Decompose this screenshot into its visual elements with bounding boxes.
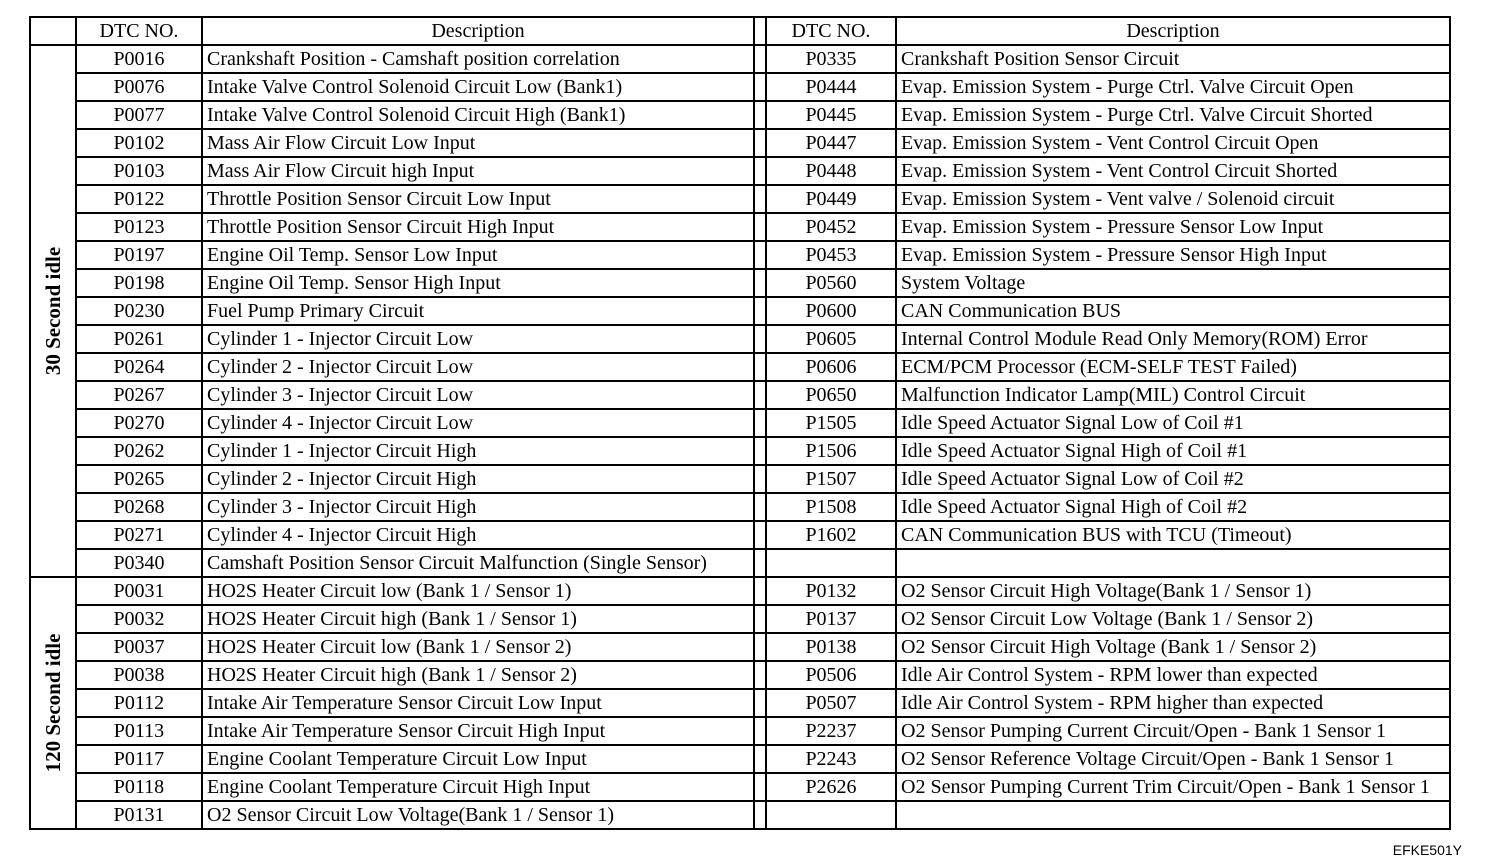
column-gap [754, 185, 766, 213]
column-gap [754, 521, 766, 549]
dtc-description-left: Engine Coolant Temperature Circuit High Input [202, 773, 754, 801]
dtc-description-left: Throttle Position Sensor Circuit Low Input [202, 185, 754, 213]
dtc-description-left: Intake Air Temperature Sensor Circuit Low Input [202, 689, 754, 717]
dtc-code-right: P2237 [766, 717, 896, 745]
dtc-description-right: Evap. Emission System - Vent Control Circuit Open [896, 129, 1450, 157]
dtc-description-right: O2 Sensor Reference Voltage Circuit/Open - Bank 1 Sensor 1 [896, 745, 1450, 773]
column-gap [754, 213, 766, 241]
dtc-code-right: P0449 [766, 185, 896, 213]
dtc-description-left: Cylinder 1 - Injector Circuit Low [202, 325, 754, 353]
dtc-code-left: P0262 [76, 437, 202, 465]
dtc-description-right [896, 549, 1450, 577]
dtc-description-left: HO2S Heater Circuit low (Bank 1 / Sensor 1) [202, 577, 754, 605]
dtc-description-left: HO2S Heater Circuit high (Bank 1 / Sensor 2) [202, 661, 754, 689]
dtc-code-right: P2626 [766, 773, 896, 801]
column-gap [754, 353, 766, 381]
table-row [30, 381, 1450, 409]
dtc-code-left: P0198 [76, 269, 202, 297]
dtc-description-right: Malfunction Indicator Lamp(MIL) Control Circuit [896, 381, 1450, 409]
dtc-code-right: P0650 [766, 381, 896, 409]
dtc-description-left: Cylinder 2 - Injector Circuit High [202, 465, 754, 493]
dtc-description-right: Idle Speed Actuator Signal High of Coil #2 [896, 493, 1450, 521]
dtc-code-left: P0077 [76, 101, 202, 129]
column-gap [754, 689, 766, 717]
dtc-code-right: P0506 [766, 661, 896, 689]
dtc-code-left: P0038 [76, 661, 202, 689]
dtc-description-left: Crankshaft Position - Camshaft position correlation [202, 45, 754, 73]
column-gap [754, 801, 766, 829]
dtc-description-right: Evap. Emission System - Purge Ctrl. Valve Circuit Shorted [896, 101, 1450, 129]
column-gap [754, 325, 766, 353]
dtc-code-left: P0112 [76, 689, 202, 717]
dtc-description-right: Evap. Emission System - Pressure Sensor High Input [896, 241, 1450, 269]
dtc-description-right: Idle Speed Actuator Signal High of Coil #1 [896, 437, 1450, 465]
dtc-code-left: P0271 [76, 521, 202, 549]
table-body [30, 45, 1450, 829]
dtc-description-left: Mass Air Flow Circuit Low Input [202, 129, 754, 157]
dtc-code-right: P1508 [766, 493, 896, 521]
dtc-code-right: P0138 [766, 633, 896, 661]
dtc-code-left: P0118 [76, 773, 202, 801]
column-gap [754, 717, 766, 745]
dtc-no-header-left: DTC NO. [76, 17, 202, 45]
dtc-code-left: P0230 [76, 297, 202, 325]
table-row [30, 45, 1450, 73]
dtc-description-right: Evap. Emission System - Pressure Sensor Low Input [896, 213, 1450, 241]
dtc-code-left: P0117 [76, 745, 202, 773]
dtc-code-right: P1507 [766, 465, 896, 493]
column-gap [754, 493, 766, 521]
column-gap [754, 17, 766, 45]
dtc-code-left: P0076 [76, 73, 202, 101]
dtc-code-left: P0197 [76, 241, 202, 269]
dtc-description-right: O2 Sensor Circuit Low Voltage (Bank 1 / Sensor 2) [896, 605, 1450, 633]
dtc-description-left: Cylinder 3 - Injector Circuit High [202, 493, 754, 521]
dtc-code-right: P0447 [766, 129, 896, 157]
column-gap [754, 45, 766, 73]
dtc-description-right: O2 Sensor Pumping Current Circuit/Open - Bank 1 Sensor 1 [896, 717, 1450, 745]
column-gap [754, 101, 766, 129]
dtc-description-left: Cylinder 3 - Injector Circuit Low [202, 381, 754, 409]
idle-group-label: 30 Second idle [41, 246, 65, 376]
dtc-description-right: ECM/PCM Processor (ECM-SELF TEST Failed) [896, 353, 1450, 381]
dtc-code-left: P0270 [76, 409, 202, 437]
table-row [30, 521, 1450, 549]
table-row [30, 465, 1450, 493]
column-gap [754, 465, 766, 493]
dtc-table [29, 16, 1451, 830]
table-row [30, 101, 1450, 129]
column-gap [754, 577, 766, 605]
dtc-description-left: Mass Air Flow Circuit high Input [202, 157, 754, 185]
table-row [30, 577, 1450, 605]
dtc-code-right: P1506 [766, 437, 896, 465]
dtc-description-left: Engine Oil Temp. Sensor Low Input [202, 241, 754, 269]
dtc-description-left: Fuel Pump Primary Circuit [202, 297, 754, 325]
dtc-description-left: O2 Sensor Circuit Low Voltage(Bank 1 / Sensor 1) [202, 801, 754, 829]
dtc-code-left: P0264 [76, 353, 202, 381]
table-row [30, 185, 1450, 213]
group-header-cell [30, 17, 76, 45]
dtc-description-right: Evap. Emission System - Vent Control Circuit Shorted [896, 157, 1450, 185]
column-gap [754, 605, 766, 633]
table-row [30, 73, 1450, 101]
dtc-description-right: CAN Communication BUS [896, 297, 1450, 325]
dtc-code-left: P0265 [76, 465, 202, 493]
column-gap [754, 661, 766, 689]
dtc-code-left: P0123 [76, 213, 202, 241]
dtc-description-left: Cylinder 4 - Injector Circuit High [202, 521, 754, 549]
column-gap [754, 437, 766, 465]
dtc-description-left: Intake Valve Control Solenoid Circuit High (Bank1) [202, 101, 754, 129]
table-row [30, 493, 1450, 521]
dtc-description-right: O2 Sensor Pumping Current Trim Circuit/Open - Bank 1 Sensor 1 [896, 773, 1450, 801]
dtc-code-right: P0606 [766, 353, 896, 381]
dtc-description-left: HO2S Heater Circuit high (Bank 1 / Sensor 1) [202, 605, 754, 633]
dtc-code-left: P0031 [76, 577, 202, 605]
dtc-code-right: P0448 [766, 157, 896, 185]
column-gap [754, 773, 766, 801]
table-row [30, 717, 1450, 745]
idle-group-cell [30, 45, 76, 577]
table-row [30, 241, 1450, 269]
column-gap [754, 269, 766, 297]
dtc-description-right: Evap. Emission System - Purge Ctrl. Valve Circuit Open [896, 73, 1450, 101]
dtc-code-right: P0444 [766, 73, 896, 101]
column-gap [754, 745, 766, 773]
table-row [30, 605, 1450, 633]
description-header-right: Description [896, 17, 1450, 45]
dtc-code-left: P0131 [76, 801, 202, 829]
table-row [30, 325, 1450, 353]
dtc-code-right: P0445 [766, 101, 896, 129]
table-row [30, 409, 1450, 437]
dtc-code-right: P0507 [766, 689, 896, 717]
dtc-description-right: CAN Communication BUS with TCU (Timeout) [896, 521, 1450, 549]
dtc-code-left: P0032 [76, 605, 202, 633]
table-row [30, 801, 1450, 829]
dtc-code-right: P0452 [766, 213, 896, 241]
dtc-code-right: P0335 [766, 45, 896, 73]
dtc-description-left: Camshaft Position Sensor Circuit Malfunction (Single Sensor) [202, 549, 754, 577]
dtc-no-header-right: DTC NO. [766, 17, 896, 45]
dtc-code-left: P0113 [76, 717, 202, 745]
column-gap [754, 381, 766, 409]
column-gap [754, 241, 766, 269]
description-header-left: Description [202, 17, 754, 45]
column-gap [754, 129, 766, 157]
dtc-code-right: P0132 [766, 577, 896, 605]
dtc-code-right: P0600 [766, 297, 896, 325]
dtc-code-left: P0261 [76, 325, 202, 353]
table-row [30, 297, 1450, 325]
dtc-description-right [896, 801, 1450, 829]
dtc-code-right: P2243 [766, 745, 896, 773]
dtc-description-left: Engine Coolant Temperature Circuit Low Input [202, 745, 754, 773]
table-row [30, 689, 1450, 717]
dtc-description-left: Intake Valve Control Solenoid Circuit Low (Bank1) [202, 73, 754, 101]
dtc-code-right [766, 549, 896, 577]
dtc-description-left: Cylinder 2 - Injector Circuit Low [202, 353, 754, 381]
dtc-description-right: Idle Air Control System - RPM lower than expected [896, 661, 1450, 689]
dtc-code-left: P0103 [76, 157, 202, 185]
dtc-code-right [766, 801, 896, 829]
table-row [30, 269, 1450, 297]
column-gap [754, 549, 766, 577]
dtc-description-right: Evap. Emission System - Vent valve / Solenoid circuit [896, 185, 1450, 213]
table-row [30, 773, 1450, 801]
dtc-code-right: P1505 [766, 409, 896, 437]
dtc-code-right: P0453 [766, 241, 896, 269]
dtc-code-left: P0037 [76, 633, 202, 661]
dtc-description-left: Intake Air Temperature Sensor Circuit High Input [202, 717, 754, 745]
table-row [30, 549, 1450, 577]
dtc-description-left: Cylinder 4 - Injector Circuit Low [202, 409, 754, 437]
table-row [30, 157, 1450, 185]
dtc-code-left: P0016 [76, 45, 202, 73]
column-gap [754, 297, 766, 325]
dtc-code-left: P0102 [76, 129, 202, 157]
column-gap [754, 409, 766, 437]
dtc-description-right: Crankshaft Position Sensor Circuit [896, 45, 1450, 73]
table-row [30, 437, 1450, 465]
dtc-description-right: Idle Speed Actuator Signal Low of Coil #2 [896, 465, 1450, 493]
dtc-code-right: P0605 [766, 325, 896, 353]
dtc-description-left: Engine Oil Temp. Sensor High Input [202, 269, 754, 297]
dtc-description-left: HO2S Heater Circuit low (Bank 1 / Sensor 2) [202, 633, 754, 661]
idle-group-cell [30, 577, 76, 829]
dtc-code-left: P0267 [76, 381, 202, 409]
dtc-code-right: P0560 [766, 269, 896, 297]
idle-group-label: 120 Second idle [41, 633, 65, 773]
dtc-code-right: P1602 [766, 521, 896, 549]
figure-code: EFKE501Y [1392, 842, 1462, 858]
dtc-description-right: Internal Control Module Read Only Memory(ROM) Error [896, 325, 1450, 353]
table-row [30, 633, 1450, 661]
column-gap [754, 157, 766, 185]
dtc-description-right: Idle Speed Actuator Signal Low of Coil #1 [896, 409, 1450, 437]
table-row [30, 745, 1450, 773]
dtc-code-left: P0268 [76, 493, 202, 521]
table-row [30, 353, 1450, 381]
table-row [30, 213, 1450, 241]
dtc-description-right: O2 Sensor Circuit High Voltage(Bank 1 / Sensor 1) [896, 577, 1450, 605]
header-row [30, 17, 1450, 45]
dtc-description-right: Idle Air Control System - RPM higher than expected [896, 689, 1450, 717]
dtc-description-left: Cylinder 1 - Injector Circuit High [202, 437, 754, 465]
dtc-description-right: System Voltage [896, 269, 1450, 297]
column-gap [754, 73, 766, 101]
table-row [30, 129, 1450, 157]
dtc-description-right: O2 Sensor Circuit High Voltage (Bank 1 / Sensor 2) [896, 633, 1450, 661]
dtc-code-left: P0340 [76, 549, 202, 577]
dtc-code-right: P0137 [766, 605, 896, 633]
table-row [30, 661, 1450, 689]
dtc-description-left: Throttle Position Sensor Circuit High Input [202, 213, 754, 241]
dtc-code-left: P0122 [76, 185, 202, 213]
column-gap [754, 633, 766, 661]
